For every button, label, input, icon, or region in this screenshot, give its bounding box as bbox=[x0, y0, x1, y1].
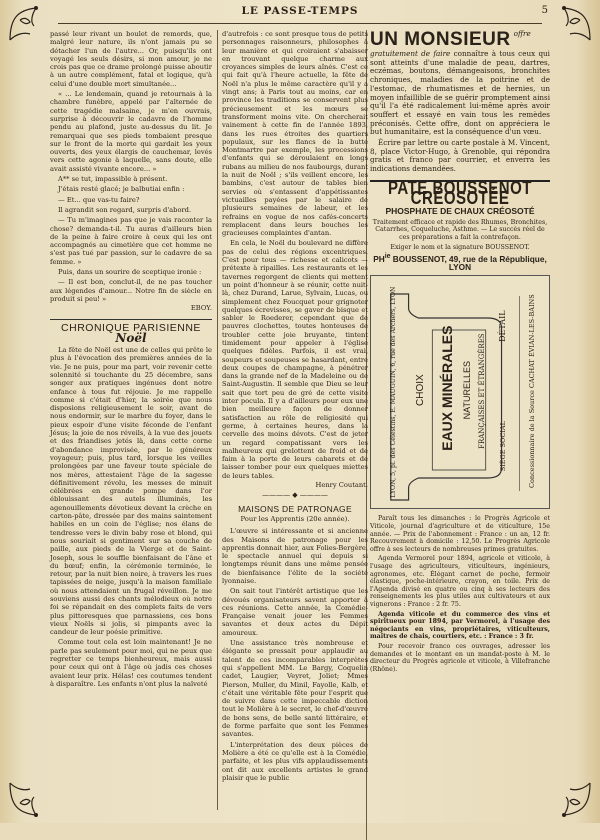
paragraph: d'autrefois : ce sont presque tous de petits personnages raisonneurs, philosophes à leur manière et qui croiraient s'abaisser en trouvant quelque charme aux croyances simples de leurs aînés. C'est ce qui fait qu'à l'heure actuelle, la fête de Noël n'a plus le même caractère qu'il y a vingt ans; à Paris tout au moins, car en province les traditions se conservent plus précieusement et les mœurs se transforment moins vite. On chercherait vainement à cette fin de l'année 1893, dans les rues étroites des quartiers populaux, sur les flancs de la butte Montmartre par exemple, les processions d'enfants qui se déroulaient en longs rubans au milieu de nos faubourgs, durant la nuit de Noël ; s'ils veillent encore, les bambins, c'est autour de tables bien servies où s'entassent d'appétissantes victuailles payées par le salaire de plusieurs semaines de labeur, et les refrains en vogue de nos cafés-concerts remplacent dans leurs bouches les gracieuses complaintes d'antan. bbox=[222, 30, 368, 238]
ad-text: Agenda viticole et du commerce des vins et spiritueux pour 1894, par Vermorel, à l'usage des négociants en vins, propriétaires, viticulteurs, maîtres de chais, courtiers, etc. : France : 3 fr. bbox=[370, 610, 550, 641]
advertisement-pate-boussenot bbox=[370, 177, 550, 273]
ad-headline: UN MONSIEUR bbox=[370, 29, 511, 50]
paragraph: L'œuvre si intéressante et si ancienne des Maisons de patronage pour les apprentis donnait hier, aux Folies-Bergère, le spectacle annuel qui depuis si longtemps réunit dans une même pensée de bienfaisance l'élite de la société lyonnaise. bbox=[222, 527, 368, 585]
bottle-label-choix: CHOIX bbox=[414, 374, 426, 407]
paragraph: L'interprétation des deux pièces de Molière a été ce qu'elle est à la Comédie, parfaite, et les plus vifs applaudissements ont dit aux excellents artistes le grand plaisir que le public bbox=[222, 740, 368, 782]
signature: EBOY. bbox=[190, 304, 212, 313]
ad-text: Agenda Vermorel pour 1894, agricole et viticole, à l'usage des agriculteurs, viticulteurs, ingénieurs, agronomes, etc. Élégant carnet de poche, fermoir élastique, poche-intérieure, crayon, en toile. Prix de l'Agenda divisé en quatre ou cinq à ses lecteurs des renseignements les plus utiles aux cultivateurs et aux vignerons : France : 2 fr. 75. bbox=[370, 555, 550, 608]
ad-text: connaître à tous ceux qui sont atteints d'une maladie de peau, dartres, eczémas, boutons, démangeaisons, bronchites chroniques, maladies de la poitrine et de l'estomac, de rhumatismes et de hernies, un moyen infaillible de se guérir promptement ainsi qu'il l'a été radicalement lui-même après avoir souffert et essayé en vain tous les remèdes préconisés. Cette offre, dont on appréciera le but humanitaire, est la conséquence d'un vœu. bbox=[370, 49, 550, 137]
paragraph: J'étais resté glacé; je balbutiai enfin : bbox=[58, 185, 185, 194]
bottle-label-main: EAUX MINÉRALES bbox=[438, 326, 455, 452]
section-subheading: Pour les Apprentis (20e année). bbox=[240, 514, 350, 523]
ad-subheadline: offre gratuitement de faire bbox=[370, 29, 531, 58]
paragraph: La fête de Noël est une de celles qui prête le plus à l'évocation des premières années de la vie. Je ne puis, pour ma part, voir revenir cette solennité si touchante du 25 décembre, sans songer aux pratiques ingénues dont notre enfance à tous fut réjouie. Je me rappelle comme si c'était d'hier, la soirée que nous disposions religieusement le soir, avant de nous endormir, sur le marbre du foyer, dans le pieux espoir d'une visite féconde de l'enfant Jésus; la joie de nos réveils, à la vue des jouets et des friandises jetés là, dans cette corne d'abondance improvisée, par le généreux voyageur; puis, plus tard, lorsque les veilles prolongées par une faveur toute spéciale de nos mères, attestaient l'âge de la sagesse définitivement révolu, les messes de minuit célébrées en grande pompe dans l'or éblouissant des autels illuminés, les agenouillements dévotieux devant la crèche en carton-pâte, dressée par des mains saintement habiles en un coin de l'église; nos élans de tendresse vers le divin baby rose et blond, qui nous souriait si gentiment sur sa couche de paille, aux pieds de la Vierge et de Saint-Joseph, sous le souffle bienfaisant de l'âne et du bœuf; enfin, la cérémonie terminée, le retour, par la nuit bien noire, à travers les rues tapissées de neige, jusqu'à la maison familiale où nous attendaient un frugal réveillon. Je me souviens aussi des chants mélodieux où notre foi se répandait en des complets faits de vers plus pittoresques que parnassiens, ces bons vieux Noëls si jolis, si pimpants avec la candeur de leur poésie primitive. bbox=[50, 346, 212, 637]
advertisement-monsieur bbox=[370, 30, 550, 174]
paragraph: Comme tout cela est loin maintenant! Je ne parle pas seulement pour moi, qui ne peux que regretter ce temps bienheureux, mais aussi pour ceux qui ont à l'âge où jadis ces choses avaient leur prix. Hélas! ces coutumes tendent à disparaître. Les enfants n'ont plus la naïveté bbox=[50, 638, 212, 688]
column-left bbox=[50, 30, 212, 690]
ad-address: $PH^{ie}$ BOUSSENOT, 49, rue de la République, LYON bbox=[373, 253, 547, 273]
section-heading: CHRONIQUE PARISIENNE bbox=[50, 319, 212, 332]
page-header bbox=[60, 5, 548, 23]
corner-ornament-top-right bbox=[548, 4, 594, 44]
ad-text: Traitement efficace et rapide des Rhumes, Bronchites, Catarrhes, Coqueluche, Asthme. — Le succès réel de ces préparations a fait la contrefaçon. bbox=[372, 218, 548, 241]
paragraph: — Il est bon, conclut-il, de ne pas toucher aux légendes d'amour... Notre fin de siècle en produit si peu! » bbox=[50, 278, 212, 303]
paragraph: — Et... que vas-tu faire? bbox=[58, 195, 140, 204]
ad-text: Écrire par lettre ou carte postale à M. Vincent, 8, place Victor-Hugo, à Grenoble, qui répondra gratis et franco par courrier, et enverra les indications demandées. bbox=[370, 138, 550, 174]
separator-ornament: ———— ◆ ———— bbox=[262, 491, 328, 500]
bottle-label-origine: FRANÇAISES ET ÉTRANGÈRES bbox=[477, 333, 486, 450]
corner-ornament-bottom-left bbox=[6, 779, 52, 819]
bottle-label-naturelles: NATURELLES bbox=[461, 361, 472, 420]
paragraph: En cela, le Noël du boulevard ne diffère pas de celui des régions excentriques. C'est pour tous — richesse et calicots — prétexte à ripailles. Les restaurants et les tavernes regorgent de clients qui mettent un point d'honneur à se réunir, cette nuit-là, chez Durand, Larue, Sylvain, Lucas, ou simplement chez Foucquet pour grignoter quelques écrevisses, se gaver de bisque et sabler le Roederer, cependant que de pauvres clochettes, toutes honteuses de troubler cette joie bruyante, tintent timidement pour appeler à l'église quelques fidèles. Parfois, il est vrai, soupeurs et soupeuses se hasardant, entre deux coupes de champagne, à pénétrer dans la grande nef de la Madeleine ou de Saint-Augustin. Il semble que Dieu se leur sait que tort peu de gré de cette visite inter pocula. Il y a d'ailleurs pour eux une bien meilleure façon de donner satisfaction au rôle de religiosité qui germe, à certaines heures, dans la cervelle des moins dévots. C'est de jeter un regard compatissant vers les malheureux qui grelottent de froid et de faim à la porte de leurs cabarets et de laisser tomber pour eux quelques miettes de leurs tables. bbox=[222, 239, 368, 480]
ad-text: Exiger le nom et la signature BOUSSENOT. bbox=[390, 243, 530, 251]
bottle-side-label: LYON, 5, pl. des Célestins, E. MAUGUIN, 6, rue des Archers, LYON bbox=[389, 287, 397, 499]
section-heading: MAISONS DE PATRONAGE bbox=[238, 503, 352, 514]
corner-ornament-bottom-right bbox=[548, 779, 594, 819]
bottle-label-cachat: Concessionnaire de la Source CACHAT ÉVIAN-LES-BAINS bbox=[527, 294, 536, 489]
advertisement-eaux-minerales bbox=[370, 275, 550, 509]
page-number: 5 bbox=[541, 5, 548, 16]
corner-ornament-top-left bbox=[6, 4, 52, 44]
paragraph: passé leur rivant un boulet de remords, que, malgré leur nature, ils n'ont jamais pu se détacher l'un de l'autre... Or, puisqu'ils ont voyagé les seuls désirs, si mon amour, je ne crois pas que ce drame prolongé puisse aboutir à un autre complément, fatal et logique, qu'à celui d'une double mort simultanée... bbox=[50, 30, 212, 88]
column-middle bbox=[222, 30, 368, 784]
header-rule bbox=[58, 23, 542, 24]
signature: Henry Coutant. bbox=[315, 481, 368, 490]
paragraph: On sait tout l'intérêt artistique que les dévoués organisateurs savent apporter à ces réunions. Cette année, la Comédie-Française venait jouer les Femmes savantes et deux actes du Dépit amoureux. bbox=[222, 587, 368, 637]
ad-headline: PATE BOUSSENOT CRÉOSOTÉE bbox=[388, 177, 532, 210]
ad-text: Pour recevoir franco ces ouvrages, adresser les demandes et le montant en un mandat-poste à M. le directeur du Progrès agricole et viticole, à Villefranche (Rhône). bbox=[370, 642, 550, 673]
article-title: Noël bbox=[115, 330, 147, 345]
advertisement-progres-agricole bbox=[370, 515, 550, 673]
paragraph: « ... Le lendemain, quand je retournais à la chambre funèbre, appelé par l'alternée de cette tragédie malsaine, je m'en ouvrais, surprise à découvrir le cadavre de l'homme pendu au plafond, juste au-dessus du lit. Je remarquai que ses pieds tombaient presque sur le front de la morte qui gardait les yeux ouverts, des yeux élargis de cauchemar, levés vers cette agonie à laquelle, sans doute, elle avait assisté vivante encore... » bbox=[50, 90, 212, 173]
ad-subheadline: PHOSPHATE DE CHAUX CRÉOSOTÉ bbox=[385, 206, 535, 217]
column-divider bbox=[217, 30, 218, 810]
bottle-label-detail: DÉTAIL bbox=[497, 310, 507, 343]
paragraph: Il agrandit son regard, surpris d'abord. bbox=[58, 205, 192, 214]
bottle-label-siege: SIÈGE SOCIAL bbox=[498, 421, 507, 472]
column-right bbox=[370, 30, 550, 675]
paragraph: — Tu m'imagines pas que je vais raconter la chose? demanda-t-il. Tu auras d'ailleurs bien de la peine à faire croire à ceux qui les ont accompagnés au cimetière que cet homme ne s'est pas tué par passion, sur le cadavre de sa femme. » bbox=[50, 216, 212, 266]
paragraph: Puis, dans un sourire de sceptique ironie : bbox=[58, 268, 202, 277]
ad-text: Paraît tous les dimanches : le Progrès Agricole et Viticole, journal d'agriculture et de viticulture, 15e année. — Prix de l'abonnement : France : un an, 12 fr. Recouvrement à domicile : 12,50. Le Progrès Agricole offre à ses lecteurs de nombreuses primes gratuites. bbox=[370, 515, 550, 553]
page-title: LE PASSE-TEMPS bbox=[241, 5, 359, 17]
paragraph: A** se tut, impassible à présent. bbox=[58, 175, 168, 184]
paragraph: Une assistance très nombreuse et élégante se pressait pour applaudir au talent de ces incomparables interprètes qui s'appellent MM. Le Bargy, Coquelin cadet, Laugier, Veyret, Joliet; Mmes Pierson, Muller, du Minil, Fayolle, Kalb, et c'était une véritable fête pour l'esprit que de suivre dans cette impeccable diction tout le Molière à le secret, le chef-d'œuvre de bons sens, de belle santé littéraire, et de forme parfaite que sont les Femmes savantes. bbox=[222, 639, 368, 739]
